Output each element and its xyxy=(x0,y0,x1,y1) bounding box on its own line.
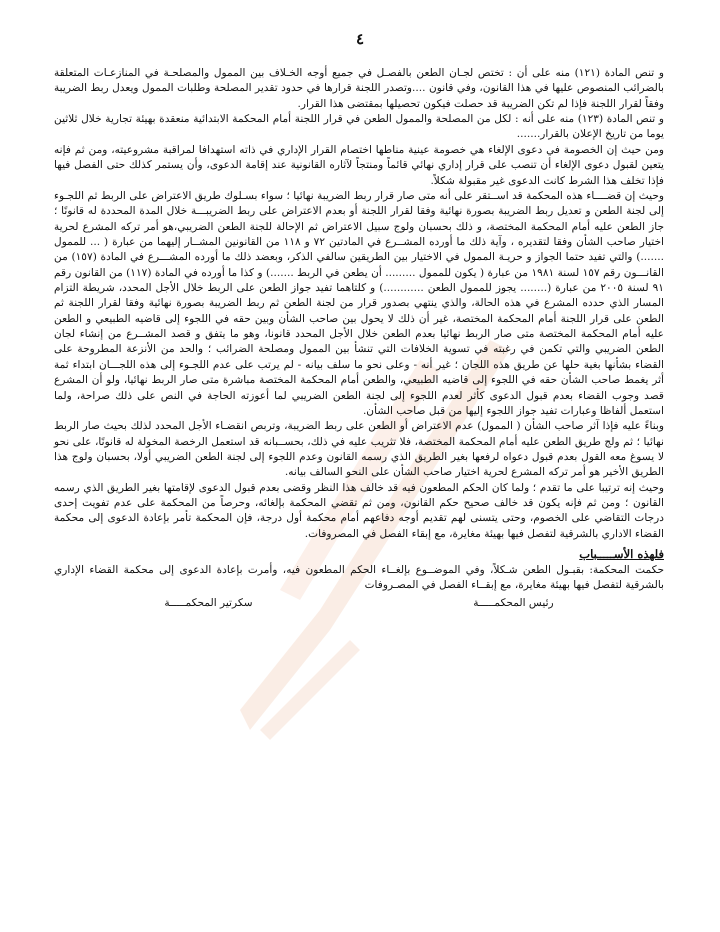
paragraph-article-121: و تنص المادة (١٢١) منه على أن : تختص لجـان الطعن بالفصـل في جميع أوجه الخـلاف بين الممول والمصلحـة في المنازعـات المتعلقة بالضرائب المنصوص عليها في هذا القانون، وفي قانون ....وتصدر اللجنة قرارها في حدود تقدير المصلحة وطلبات الممول ويعدل ربط الضريبة وفقاً لقرار اللجنة فإذا لم تكن الضريبة قد حصلت فيكون تحصيلها بمقتضى هذا القرار. xyxy=(54,67,664,110)
paragraph-conclusion: وحيث إنه ترتيبا على ما تقدم ؛ ولما كان الحكم المطعون فيه قد خالف هذا النظر وقضى بعدم قبول الدعوى لإقامتها بغير الطريق الذي رسمه القانون ؛ ومن ثم فإنه يكون قد خالف صحيح حكم القانون، ومن ثم تقضي المحكمة بإلغائه، وحرصاً من المحكمة على عدم تفويت إحدى درجات التقاضي على الخصوم، وحتى يتسنى لهم تقديم أوجه دفاعهم أمام محكمة أول درجة، فإن المحكمة تأمر بإعادة الدعوى إلى محكمة القضاء الاداري بالشرقية لتفصل فيها بهيئة مغايرة، مع إبقاء الفصل في المصروفات. xyxy=(54,481,664,540)
president-signature-label: رئيس المحكمـــــة xyxy=(473,596,554,609)
reasons-heading: فلهذه الأســـــباب xyxy=(579,547,664,562)
judgment-body xyxy=(54,66,664,611)
paragraph-article-123: و تنص المادة (١٢٣) منه على أنه : لكل من المصلحة والممول الطعن في قرار اللجنة أمام المحكمة الابتدائية منعقدة بهيئة تجارية خلال ثلاثين يوما من تاريخ الإعلان بالقرار....... xyxy=(54,113,664,141)
secretary-signature-label: سكرتير المحكمـــــة xyxy=(164,596,253,609)
paragraph-court-precedent: وحيث إن قضــــاء هذه المحكمة قد اســتقر على أنه متى صار قرار ربط الضريبة نهائيا ؛ سواء بسـلوك طريق الاعتراض على الربط ثم اللجـوء إلى لجنة الطعن و تعديل ربط الضريبة بصورة نهائية وفقا لقرار اللجنة أو بعدم الاعتراض على ربط الضريبـــة خلال المدة المحددة له قانونًا ؛ جاز الطعن عليه أمام المحكمة المختصة، و ذلك بحسبان ولوج سبيل الاعتراض ثم الإحالة للجنة الطعن الضريبي،هو أمر تركه المشرع لحرية اختيار صاحب الشأن وفقا لتقديره ، وآية ذلك ما أورده المشــرع في المادتين ٧٢ و ١١٨ من القانونين المشــار إليهما من عبارة ( ... للممول .......) والتي تفيد حتما الجواز و حريـة الممول في الاختيار بين الطريقين سالفي الذكر، وبعضد ذلك ما أورده المشـــرع في المادة (١٥٧) من القانـــون رقم ١٥٧ لسنة ١٩٨١ من عبارة ( يكون للممول ......... أن يطعن في الربط .......) و كذا ما أورده في المادة (١١٧) من القانون رقم ٩١ لسنة ٢٠٠٥ من عبارة (........ يجوز للممول الطعن ............) و كلتاهما تفيد جواز الطعن على الربط خلال الأجل المحدد، شريطة التزام المسار الذي حدده المشرع في هذه الحالة، والذي ينتهي بصدور قرار من لجنة الطعن ثم ربط الضريبة بصورة نهائية وفقا لقرار اللجنة ثم الطعن على قرار اللجنة أمام المحكمة المختصة، غير أن ذلك لا يحول بين صاحب الشأن وبين حقه في اللجوء إلى قاضيه الطبيعي و الطعن عليه أمام المحكمة المختصة متى صار الربط نهائيا بعدم الطعن خلال الأجل المحدد قانونا، وهو ما يتفق و قصد المشــرع من إنشاء لجان الطعن الضريبي والتي تكمن في رغبته في تسوية الخلافات التي تنشأ بين الممول ومصلحة الضرائب ؛ والحد من الأنزعة المطروحة على القضاء بشأنها بغية حلها عن طريق هذه اللجان ؛ غير أنه - وعلى نحو ما سلف بيانه - لم يرتب على عدم اللجـوء إلى هذه اللجـــان ابتداء ثمة أثر يغمط صاحب الشأن حقه في اللجوء إلى قاضيه الطبيعي، والطعن أمام المحكمة المختصة مباشرة متى صار الربط نهائيا، ولو أن المشرع قصد وجوب القضاء بعدم قبول الدعوى كأثر لعدم اللجوء إلى لجنة الطعن الضريبي لما أعوزته الحاجة في النص على ذلك صراحة، ولما استعمل ألفاظا وعبارات تفيد جواز اللجوء إليها من قبل صاحب الشأن. xyxy=(54,189,664,417)
court-ruling: حكمت المحكمة: بقبـول الطعن شـكلاً، وفي الموضــوع بإلغــاء الحكم المطعون فيه، وأمرت بإعادة الدعوى إلى محكمة القضاء الإداري بالشرقية لتفصل فيها بهيئة مغايرة، مع إبقــاء الفصل في المصـروفات xyxy=(54,563,664,592)
signatures-row xyxy=(54,596,664,611)
paragraph-cancellation-suit: ومن حيث إن الخصومة في دعوى الإلغاء هي خصومة عينية مناطها اختصام القرار الإداري في ذاته استهدافا لمراقبة مشروعيته، ومن ثم فإنه يتعين لقبول دعوى الإلغاء أن تنصب على قرار إداري نهائي قائماً ومنتجاً لآثاره القانونية عند إقامة الدعوى، وأن يستمر كذلك حتى الفصل فيها فإذا تخلف هذا الشرط كانت الدعوى غير مقبولة شكلاً. xyxy=(54,143,664,187)
page-number: ٤ xyxy=(355,30,365,48)
paragraph-consequently: وبناءً عليه فإذا آثر صاحب الشأن ( الممول) عدم الاعتراض أو الطعن على ربط الضريبة، وتربص انقضـاء الأجل المحدد لذلك بحيث صار الربط نهائيا ؛ ثم ولج طريق الطعن عليه أمام المحكمة المختصة، فلا تثريب عليه في ذلك، بحســبانه قد استعمل الرخصة المخولة له قانونًا، على نحو لا يسوغ معه القول بعدم قبول دعواه لرفعها بغير الطريق الذي رسمه القانون وعدم اللجوء إلى لجنة الطعن الضريبي أولا، بحسبان ولوج هذا الطريق الأخير هو أمر تركه المشرع لحرية اختيار صاحب الشأن على النحو السالف بيانه. xyxy=(54,420,664,479)
